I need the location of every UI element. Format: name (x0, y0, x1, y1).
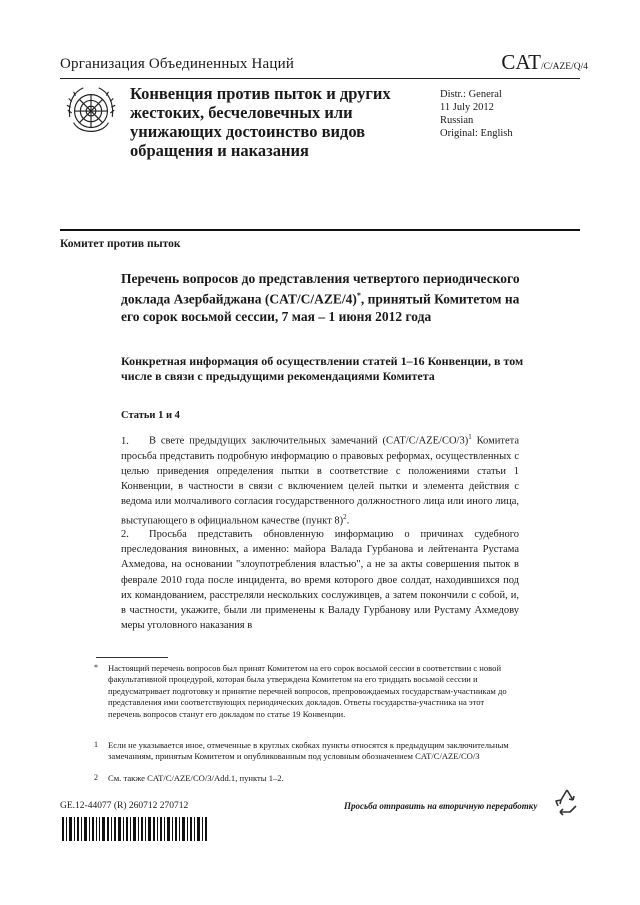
distr-language: Russian (440, 115, 474, 126)
document-symbol (501, 50, 588, 75)
footnote-mark: 2 (94, 773, 98, 782)
distr-date: 11 July 2012 (440, 102, 494, 113)
paragraph-text: Просьба представить обновленную информацию о причинах судебного преследования виновных, а именно: майора Валада Гурбанова и лейтенанта Рустама Ахмедова, на основании "злоупотребления властью", а не за акты совершения пыток в феврале 2010 года после инцидента, во время которого двое солдат, находившихся под их командованием, расстреляли нескольких сослуживцев, а затем покончили с собой, и, в частности, укажите, были ли применены к Валаду Гурбанову или Рустаму Ахмедову меры уголовного наказания в (121, 529, 519, 632)
recycle-icon (552, 786, 582, 816)
footnote-text: См. также CAT/C/AZE/CO/3/Add.1, пункты 1–2. (108, 773, 284, 783)
recycle-note: Просьба отправить на вторичную переработку (344, 801, 538, 811)
footnote-separator (96, 657, 168, 658)
paragraph-text: В свете предыдущих заключительных замечаний (CAT/C/AZE/CO/3) (149, 435, 469, 447)
barcode-image (60, 815, 210, 843)
footnote-text: Настоящий перечень вопросов был принят Комитетом на его сорок восьмой сессии в соответствии с новой факультативной процедурой, которая была утверждена Комитетом на его тридцать восьмой сессии и предусматривает подготовку и принятие перечней вопросов, препровождаемых государствам-участникам до представления ими соответствующих периодических докладов. Ответы государства-участника на этот перечень вопросов станут его докладом по статье 19 Конвенции. (108, 663, 507, 719)
footnote-text: Если не указывается иное, отмеченные в круглых скобках пункты относятся к предыдущим заключительным замечаниям, принятым Комитетом и опубликованным под условным обозначением CAT/C/AZE/CO/3 (108, 740, 509, 762)
job-number: GE.12-44077 (R) 260712 270712 (60, 801, 189, 811)
footnote-ref-1[interactable]: 1 (468, 433, 472, 441)
title-rule (60, 229, 580, 231)
symbol-main: CAT (501, 50, 542, 74)
paragraph-text: Комитета просьба представить подробную информацию о правовых реформах, осуществленных с целью приведения определения пытки в соответствие с положениями статьи 1 Конвенции, в частности в связи с включением целей пытки и элемента действия с ведома или молчаливого согласия государственного должностного лица или иного лица, выступающего в официальном качестве (пункт 8) (121, 435, 520, 527)
convention-title: Конвенция против пыток и других жестоких, бесчеловечных или унижающих достоинство видов обращения и наказания (130, 84, 391, 160)
distr-original: Original: English (440, 128, 513, 139)
paragraph-text: . (346, 515, 350, 527)
articles-heading: Статьи 1 и 4 (121, 410, 180, 421)
sub-heading: Конкретная информация об осуществлении статей 1–16 Конвенции, в том числе в связи с предыдущими рекомендациями Комитета (121, 354, 524, 383)
footnote-mark: * (94, 663, 98, 672)
paragraph-number: 2. (121, 529, 129, 540)
heading-part-1: Перечень вопросов до представления четвертого периодического доклада Азербайджана (CAT/C/AZE/4) (121, 271, 520, 307)
footnote-star (94, 663, 512, 720)
org-name: Организация Объединенных Наций (60, 56, 295, 72)
footnote-mark: 1 (94, 740, 98, 749)
paragraph-2 (121, 527, 519, 633)
footnote-ref-star[interactable]: * (356, 291, 361, 300)
footnote-ref-2[interactable]: 2 (343, 512, 347, 521)
header-rule (60, 78, 580, 79)
distribution-block (440, 88, 513, 140)
heading-part-2: , принятый Комитетом на его сорок восьмой сессии, 7 мая – 1 июня 2012 года (121, 291, 520, 324)
main-heading (121, 270, 541, 325)
un-emblem-icon (62, 84, 120, 142)
footnote-1 (94, 740, 512, 763)
distr-status: Distr.: General (440, 89, 502, 100)
footnote-2 (94, 773, 512, 784)
paragraph-1 (121, 430, 519, 528)
symbol-suffix: /C/AZE/Q/4 (541, 62, 588, 72)
committee-name: Комитет против пыток (60, 238, 181, 250)
paragraph-number: 1. (121, 435, 129, 447)
